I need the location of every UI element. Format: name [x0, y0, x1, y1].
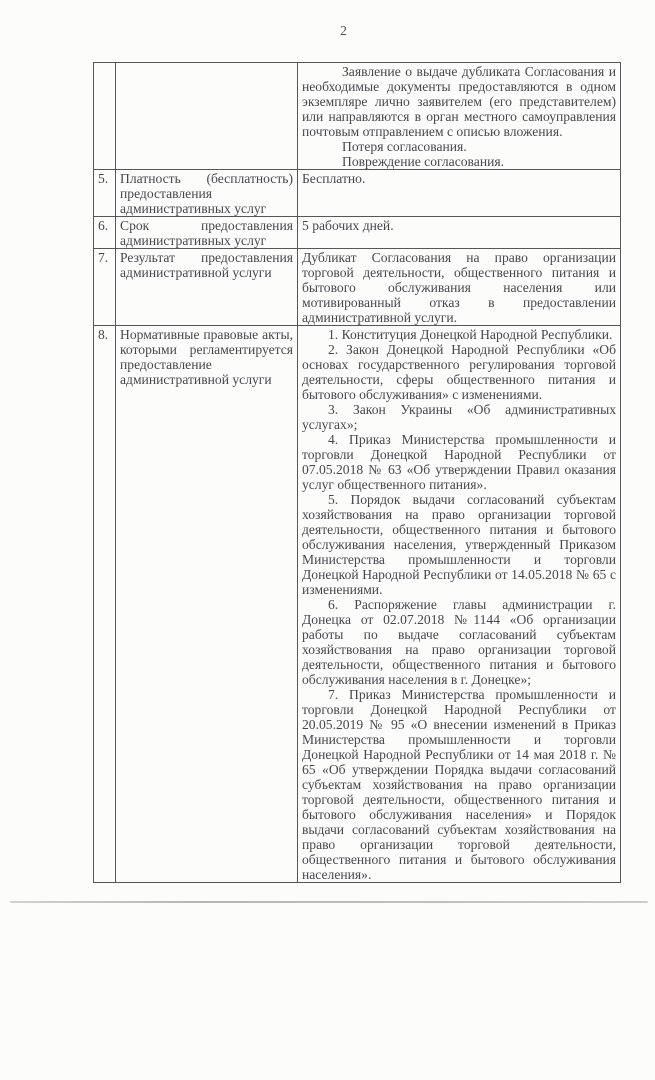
- paragraph: 6. Распоряжение главы администрации г. Донецка от 02.07.2018 №1144 «Об организации работы по выдаче согласований субъектам хозяйствования на право организации торговой деятельности, общественного питания и бытового обслуживания населения в г. Донецке»;: [302, 597, 616, 687]
- service-info-table: [93, 62, 621, 883]
- row-value-cell: [298, 217, 621, 249]
- row-label-cell: Нормативные правовые акты, которыми регламентируется предоставление административной услуги: [116, 326, 298, 883]
- paragraph: Дубликат Согласования на право организации торговой деятельности, общественного питания и бытового обслуживания населения или мотивированный отказ в предоставлении административной услуги.: [302, 250, 616, 325]
- paragraph: Повреждение согласования.: [342, 154, 505, 169]
- paragraph: 1. Конституция Донецкой Народной Республики.: [328, 327, 613, 342]
- page-number: 2: [340, 24, 347, 39]
- row-label-cell: [116, 63, 298, 170]
- table-row-8: [94, 326, 621, 883]
- row-label-cell: Результат предоставления административной услуги: [116, 249, 298, 326]
- table-row-6: [94, 217, 621, 249]
- paragraph: 5 рабочих дней.: [302, 218, 394, 233]
- table-row-continuation: [94, 63, 621, 170]
- paragraph: 5. Порядок выдачи согласований субъектам хозяйствования на право организации торговой деятельности, общественного питания и бытового обслуживания населения, утвержденный Приказом Министерства промышленности и торговли Донецкой Народной Республики от 14.05.2018 № 65 с изменениями.: [302, 492, 616, 597]
- row-value-cell: [298, 170, 621, 217]
- row-number-cell: [94, 63, 116, 170]
- paragraph: Потеря согласования.: [342, 139, 467, 154]
- row-label-cell: Срок предоставления административных услуг: [116, 217, 298, 249]
- row-number-cell: 6.: [94, 217, 116, 249]
- row-value-cell: [298, 63, 621, 170]
- row-label-cell: Платность (бесплатность) предоставления административных услуг: [116, 170, 298, 217]
- paragraph: Заявление о выдаче дубликата Согласования и необходимые документы предоставляются в одном экземпляре лично заявителем (его представителем) или направляются в орган местного самоуправления почтовым отправлением с описью вложения.: [302, 64, 616, 139]
- paragraph: 7. Приказ Министерства промышленности и торговли Донецкой Народной Республики от 20.05.2019 № 95 «О внесении изменений в Приказ Министерства промышленности и торговли Донецкой Народной Республики от 14 мая 2018 г. № 65 «Об утверждении Порядка выдачи согласований субъектам хозяйствования на право организации торговой деятельности, общественного питания и бытового обслуживания населения» и Порядок выдачи согласований субъектам хозяйствования на право организации торговой деятельности, общественного питания и бытового обслуживания населения».: [302, 687, 616, 882]
- paragraph: 4. Приказ Министерства промышленности и торговли Донецкой Народной Республики от 07.05.2018 № 63 «Об утверждении Правил оказания услуг общественного питания».: [302, 432, 616, 492]
- table-row-7: [94, 249, 621, 326]
- paragraph: Бесплатно.: [302, 171, 366, 186]
- scan-fold-line: [10, 901, 648, 903]
- row-number-cell: 7.: [94, 249, 116, 326]
- row-number-cell: 8.: [94, 326, 116, 883]
- row-value-cell: [298, 249, 621, 326]
- row-value-cell: [298, 326, 621, 883]
- table-row-5: [94, 170, 621, 217]
- paragraph: 3. Закон Украины «Об административных услугах»;: [302, 402, 616, 432]
- row-number-cell: 5.: [94, 170, 116, 217]
- paragraph: 2. Закон Донецкой Народной Республики «Об основах государственного регулирования торговой деятельности, сферы общественного питания и бытового обслуживания» с изменениями.: [302, 342, 616, 402]
